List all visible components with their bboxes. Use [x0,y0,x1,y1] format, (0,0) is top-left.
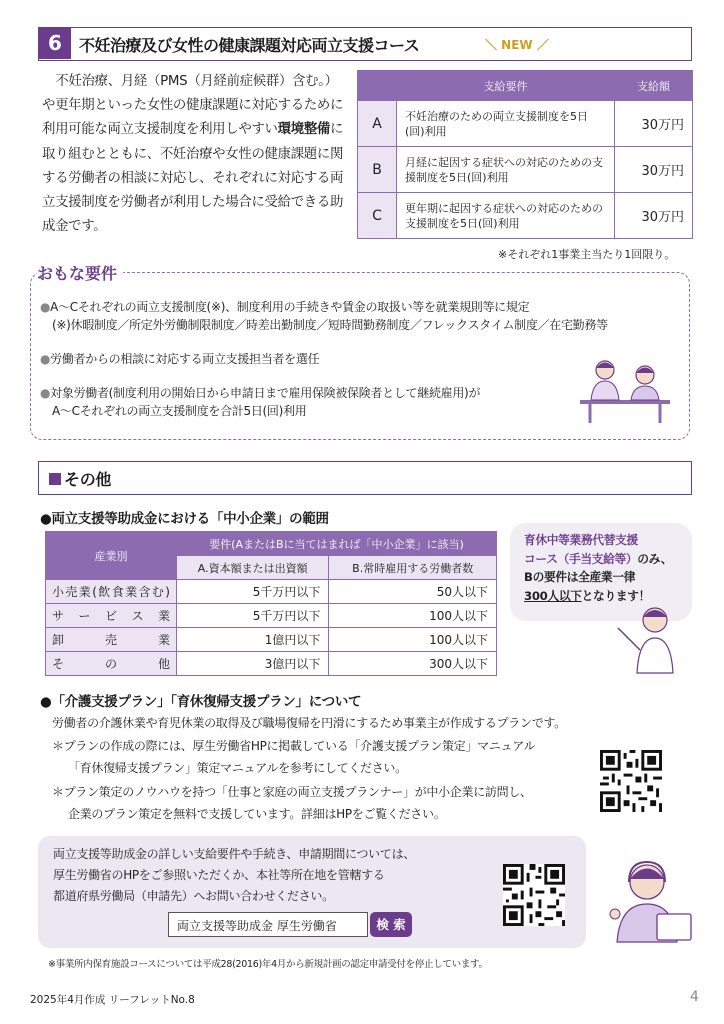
capital-value: 3億円以下 [177,652,329,676]
intro-text-2: に取り組むとともに、不妊治療や女性の健康課題に関する労働者の相談に対応し、それぞれに対応する両立支援制度を労働者が利用した場合に受給できる助成金です。 [42,122,344,235]
table-row [358,147,693,193]
qr-code-icon[interactable] [600,750,662,812]
section-number: 6 [39,28,71,59]
contact-line: 厚生労働省のHPをご参照いただくか、本社等所在地を管轄する [53,868,385,882]
plan-line: 企業のプラン策定を無料で支援しています。詳細はHPをご覧ください。 [68,807,446,821]
plan-line: ＊プラン策定のノウハウを持つ「仕事と家庭の両立支援プランナー」が中小企業に訪問し、 [52,785,532,799]
table-row [46,628,497,652]
benefit-table [357,70,693,239]
row-requirement: 更年期に起因する症状への対応のための支援制度を5日(回)利用 [397,193,615,239]
creation-date: 2025年4月作成 リーフレットNo.8 [30,994,195,1006]
industry-label: 卸売業 [46,628,177,652]
page-number: 4 [690,989,699,1005]
bubble-highlight: 育休中等業務代替支援 [524,533,638,547]
qr-code-icon[interactable] [503,864,565,926]
capital-value: 5千万円以下 [177,604,329,628]
other-title: その他 [64,470,112,489]
capital-value: 5千万円以下 [177,580,329,604]
plan-line: 「育休復帰支援プラン」策定マニュアルを参考にしてください。 [68,761,407,775]
plan-line: 労働者の介護休業や育児休業の取得及び職場復帰を円滑にするため事業主が作成するプランです。 [52,716,566,730]
requirement-subitem [52,316,608,334]
row-key: A [358,101,397,147]
row-amount: 30万円 [615,147,693,193]
requirement-header: 支給要件 [397,71,615,101]
section-title: 不妊治療及び女性の健康課題対応両立支援コース [79,36,420,55]
amount-header: 支給額 [615,71,693,101]
bullet: ● [40,352,51,366]
capital-value: 1億円以下 [177,628,329,652]
table-row [358,193,693,239]
requirement-text: (※)休暇制度／所定外労働制限制度／時差出勤制度／短時間勤務制度／フレックスタイム制度／在宅勤務等 [52,318,608,332]
operator-illustration [605,852,697,944]
industry-header: 産業別 [46,532,177,580]
col-a-header: A.資本額または出資額 [177,556,329,580]
industry-label: サービス業 [46,604,177,628]
row-key: C [358,193,397,239]
requirements-title: おもな要件 [37,261,123,284]
row-requirement: 不妊治療のための両立支援制度を5日(回)利用 [397,101,615,147]
benefit-table-header [358,71,693,101]
contact-line: 都道府県労働局（申請先）へお問い合わせください。 [53,889,334,903]
contact-line: 両立支援等助成金の詳しい支給要件や手続き、申請期間については、 [53,847,415,861]
plan-heading: ●「介護支援プラン」「育休復帰支援プラン」について [40,694,362,710]
table-note: ※それぞれ1事業主当たり1回限り。 [498,248,676,261]
blank-header [358,71,397,101]
industry-label: 小売業(飲食業含む) [46,580,177,604]
workers-value: 50人以下 [329,580,497,604]
presenter-illustration [615,598,685,678]
row-amount: 30万円 [615,101,693,147]
col-b-header: B.常時雇用する労働者数 [329,556,497,580]
bubble-text: となります！ [581,588,650,603]
info-bubble-text [524,531,684,605]
intro-text-bold: 環境整備 [277,122,331,138]
intro-paragraph [42,70,347,239]
section-6-header [38,27,692,61]
plan-line: ＊プランの作成の際には、厚生労働省HPに掲載している「介護支援プラン策定」マニュアル [52,739,536,753]
sme-table-header-row [46,532,497,556]
bullet: ● [40,386,51,400]
requirement-subitem [52,402,306,420]
bubble-text: のみ、 [637,551,673,566]
requirement-text: A～Cそれぞれの両立支援制度(※)、制度利用の手続きや賃金の取扱い等を就業規則等に規定 [50,300,530,314]
footnote: ※事業所内保育施設コースについては平成28(2016)年4月から新規計画の認定申請受付を停止しています。 [48,959,488,970]
row-amount: 30万円 [615,193,693,239]
sme-table [45,531,497,676]
search-input[interactable]: 両立支援等助成金 厚生労働省 [168,912,368,937]
requirement-text: 労働者からの相談に対応する両立支援担当者を選任 [50,352,320,366]
row-requirement: 月経に起因する症状への対応のための支援制度を5日(回)利用 [397,147,615,193]
table-row [46,580,497,604]
table-row [46,652,497,676]
search-button[interactable]: 検 索 [370,912,412,937]
industry-label: その他 [46,652,177,676]
row-key: B [358,147,397,193]
bubble-highlight: コース（手当支給等） [524,551,638,566]
other-section-header [38,461,692,495]
workers-value: 100人以下 [329,604,497,628]
requirement-item [40,384,480,402]
requirement-text: 対象労働者(制度利用の開始日から申請日まで雇用保険被保険者として継続雇用)が [50,386,481,400]
table-row [46,604,497,628]
table-row [358,101,693,147]
requirement-header: 要件(AまたはBに当てはまれば「中小企業」に該当) [177,532,497,556]
sme-heading: ●両立支援等助成金における「中小企業」の範囲 [40,511,329,527]
requirement-text: A～Cそれぞれの両立支援制度を合計5日(回)利用 [52,404,307,418]
requirement-item [40,298,529,316]
bubble-underlined: 300人以下 [524,588,582,603]
requirement-item [40,350,319,368]
new-badge: ＼ NEW ／ [485,38,549,52]
workers-value: 100人以下 [329,628,497,652]
consultation-illustration [575,355,675,425]
contact-text [53,844,453,907]
square-icon [49,473,61,485]
intro-text-1: 不妊治療、月経（PMS（月経前症候群）含む。）や更年期といった女性の健康課題に対応するために利用可能な両立支援制度を利用しやすい [42,74,344,138]
bullet: ● [40,300,51,314]
bubble-text: Bの要件は全産業一律 [524,570,636,584]
workers-value: 300人以下 [329,652,497,676]
